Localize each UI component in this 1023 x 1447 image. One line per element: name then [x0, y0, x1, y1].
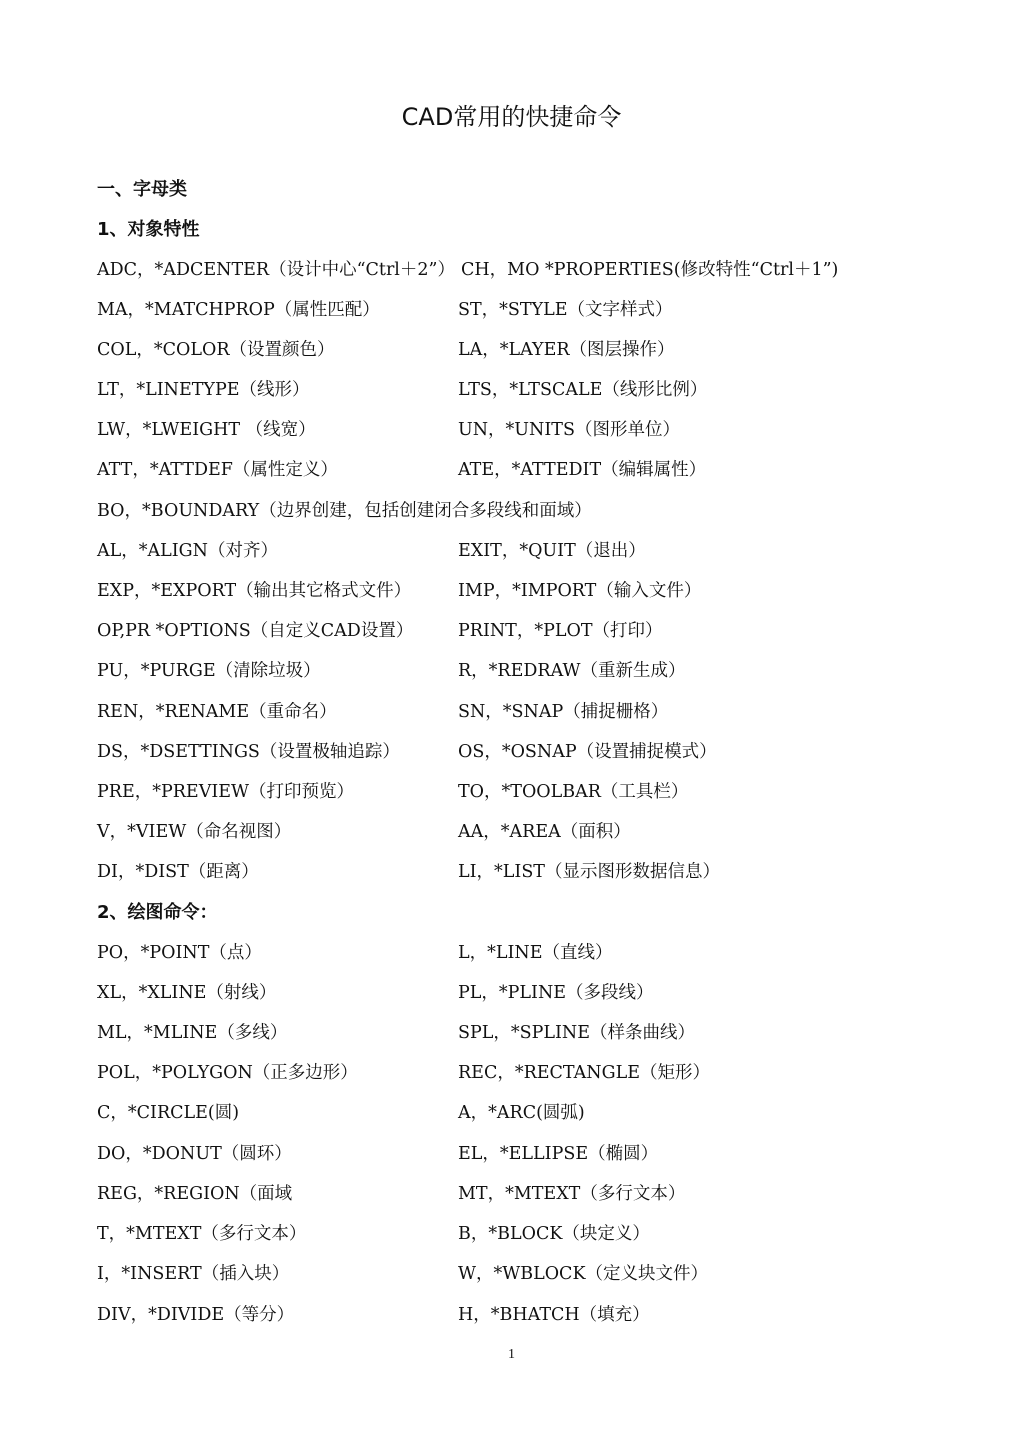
command-entry-left: BO，*BOUNDARY（边界创建，包括创建闭合多段线和面域）	[97, 501, 592, 521]
command-row	[97, 1261, 957, 1287]
command-entry-left: REG，*REGION（面域	[97, 1184, 293, 1204]
command-row	[97, 859, 957, 885]
command-row	[97, 417, 957, 443]
command-row	[97, 377, 957, 403]
command-row	[97, 1141, 957, 1167]
page-number: 1	[508, 1347, 515, 1362]
command-entry-right: ATE，*ATTEDIT（编辑属性）	[458, 460, 707, 480]
command-entry-left: LT，*LINETYPE（线形）	[97, 380, 310, 400]
command-row	[97, 1221, 957, 1247]
command-entry-right: TO，*TOOLBAR（工具栏）	[458, 782, 689, 802]
command-entry-right: LTS，*LTSCALE（线形比例）	[458, 380, 708, 400]
command-entry-right: EL，*ELLIPSE（椭圆）	[458, 1144, 659, 1164]
command-entry-left: DIV，*DIVIDE（等分）	[97, 1305, 295, 1325]
subsection-heading-drawing-commands: 2、绘图命令：	[97, 902, 218, 923]
subsection-heading-object-properties: 1、对象特性	[97, 219, 200, 240]
command-row	[97, 337, 957, 363]
command-entry-right: MT，*MTEXT（多行文本）	[458, 1184, 686, 1204]
command-entry-left: DO，*DONUT（圆环）	[97, 1144, 292, 1164]
command-entry-right: OS，*OSNAP（设置捕捉模式）	[458, 742, 717, 762]
command-entry-left: AL，*ALIGN（对齐）	[97, 541, 278, 561]
command-row	[97, 1060, 957, 1086]
command-entry-left: I，*INSERT（插入块）	[97, 1264, 290, 1284]
command-row	[97, 1020, 957, 1046]
command-entry-left: MA，*MATCHPROP（属性匹配）	[97, 300, 380, 320]
command-row	[97, 980, 957, 1006]
command-row	[97, 1100, 957, 1126]
command-row	[97, 578, 957, 604]
section-heading-letters: 一、字母类	[97, 179, 187, 200]
command-entry-right: B，*BLOCK（块定义）	[458, 1224, 650, 1244]
command-entry-right: LI，*LIST（显示图形数据信息）	[458, 862, 720, 882]
command-entry-left: DS，*DSETTINGS（设置极轴追踪）	[97, 742, 400, 762]
command-entry-right: IMP，*IMPORT（输入文件）	[458, 581, 702, 601]
command-entry-right: R，*REDRAW（重新生成）	[458, 661, 686, 681]
command-row	[97, 457, 957, 483]
command-entry-left: ML，*MLINE（多线）	[97, 1023, 288, 1043]
command-row	[97, 1181, 957, 1207]
command-entry-left: PRE，*PREVIEW（打印预览）	[97, 782, 355, 802]
command-entry-left: XL，*XLINE（射线）	[97, 983, 277, 1003]
command-row	[97, 1302, 957, 1328]
command-entry-left: EXP，*EXPORT（输出其它格式文件）	[97, 581, 412, 601]
command-entry-right: L，*LINE（直线）	[458, 943, 613, 963]
command-entry-left: ATT，*ATTDEF（属性定义）	[97, 460, 338, 480]
command-entry-left: POL，*POLYGON（正多边形）	[97, 1063, 358, 1083]
command-entry-left: DI，*DIST（距离）	[97, 862, 259, 882]
command-entry-right: AA，*AREA（面积）	[458, 822, 631, 842]
command-entry-left: ADC，*ADCENTER（设计中心“Ctrl＋2”）	[97, 260, 455, 280]
command-entry-right: A，*ARC(圆弧)	[458, 1103, 585, 1123]
command-entry-right: ST，*STYLE（文字样式）	[458, 300, 673, 320]
command-entry-left: OP,PR *OPTIONS（自定义CAD设置）	[97, 621, 414, 641]
command-entry-right: EXIT，*QUIT（退出）	[458, 541, 646, 561]
command-row	[97, 940, 957, 966]
command-row	[97, 297, 957, 323]
command-row	[97, 498, 957, 524]
command-entry-left: PO，*POINT（点）	[97, 943, 262, 963]
command-entry-right: CH，MO *PROPERTIES(修改特性“Ctrl＋1”)	[461, 260, 839, 280]
command-entry-left: V，*VIEW（命名视图）	[97, 822, 292, 842]
command-entry-right: REC，*RECTANGLE（矩形）	[458, 1063, 710, 1083]
command-row	[97, 819, 957, 845]
command-entry-left: T，*MTEXT（多行文本）	[97, 1224, 307, 1244]
command-entry-right: PL，*PLINE（多段线）	[458, 983, 654, 1003]
command-row	[97, 658, 957, 684]
command-entry-right: H，*BHATCH（填充）	[458, 1305, 650, 1325]
page-title: CAD常用的快捷命令	[401, 103, 622, 131]
command-entry-right: UN，*UNITS（图形单位）	[458, 420, 680, 440]
command-entry-left: COL，*COLOR（设置颜色）	[97, 340, 335, 360]
command-entry-right: LA，*LAYER（图层操作）	[458, 340, 675, 360]
command-entry-left: REN，*RENAME（重命名）	[97, 702, 337, 722]
command-entry-right: PRINT，*PLOT（打印）	[458, 621, 663, 641]
command-row	[97, 699, 957, 725]
command-entry-right: W，*WBLOCK（定义块文件）	[458, 1264, 709, 1284]
command-entry-right: SN，*SNAP（捕捉栅格）	[458, 702, 669, 722]
command-row	[97, 739, 957, 765]
command-entry-left: PU，*PURGE（清除垃圾）	[97, 661, 321, 681]
command-entry-left: LW，*LWEIGHT （线宽）	[97, 420, 316, 440]
command-row	[97, 618, 957, 644]
command-row	[97, 538, 957, 564]
command-entry-right: SPL，*SPLINE（样条曲线）	[458, 1023, 696, 1043]
command-row	[97, 257, 957, 283]
command-entry-left: C，*CIRCLE(圆)	[97, 1103, 240, 1123]
command-row	[97, 779, 957, 805]
